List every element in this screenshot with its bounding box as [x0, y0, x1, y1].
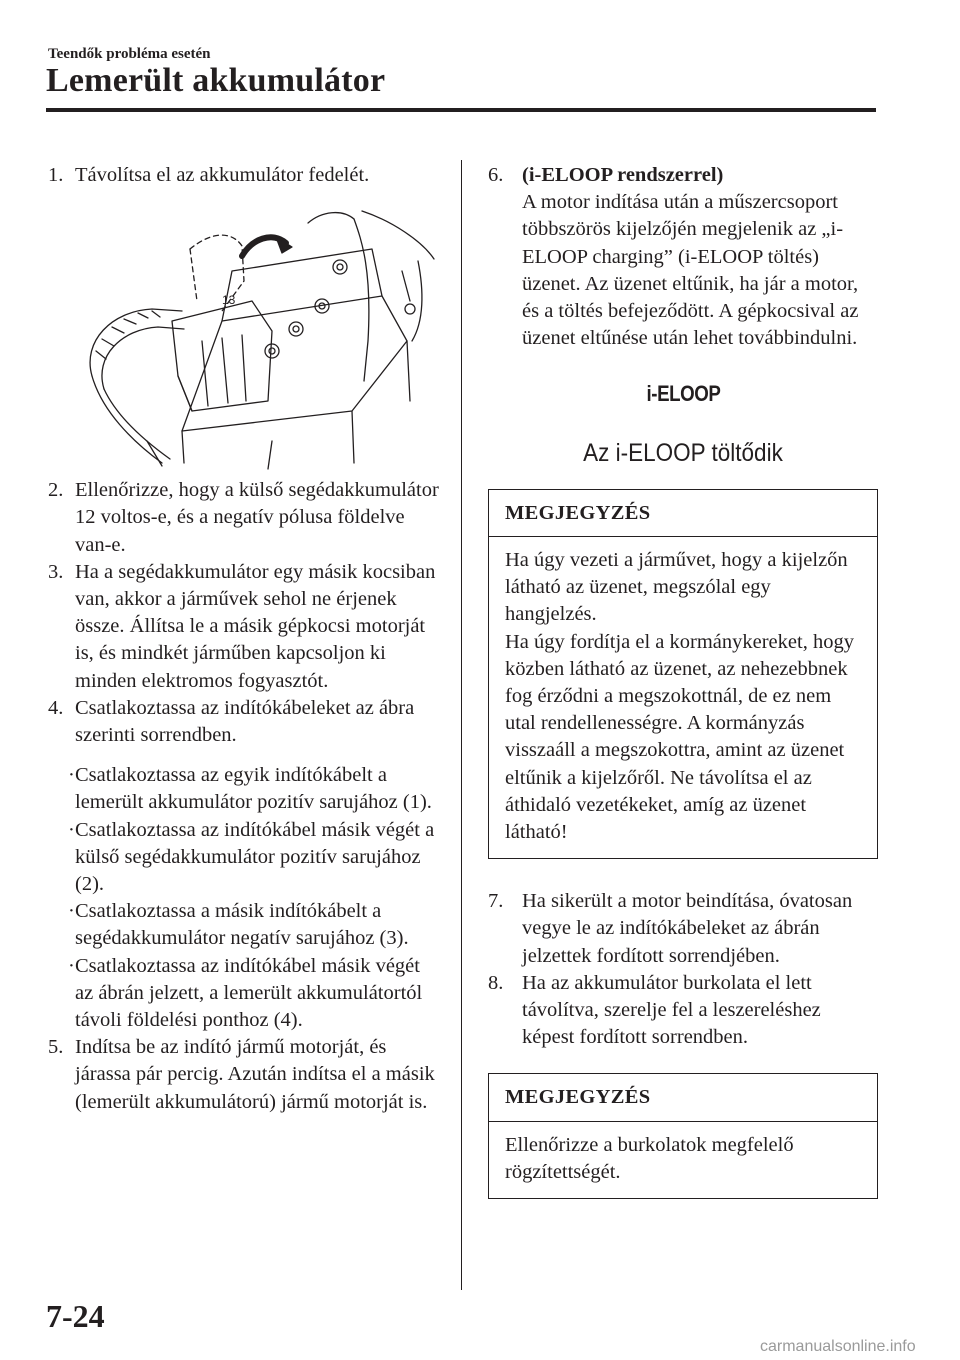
note-heading: MEGJEGYZÉS — [489, 1074, 877, 1121]
step-1 — [48, 162, 443, 189]
eloop-message: Az i-ELOOP töltődik — [583, 438, 783, 467]
step-3 — [48, 559, 443, 695]
eloop-logo: i-ELOOP — [646, 381, 720, 407]
page-title: Lemerült akkumulátor — [46, 62, 386, 99]
column-divider — [461, 160, 462, 1290]
note-box-2 — [488, 1073, 878, 1199]
step-2 — [48, 477, 443, 559]
header-rule — [46, 108, 876, 112]
step-number: 6. — [488, 164, 504, 186]
step-text: Távolítsa el az akkumulátor fedelét. — [75, 164, 370, 186]
step-8 — [488, 970, 878, 1052]
step-text: Ellenőrizze, hogy a külső segédakkumulátor 12 voltos-e, és a negatív pólusa földelve van-e. — [75, 479, 439, 556]
page-number: 7-24 — [46, 1298, 105, 1334]
step-text: Ha a segédakkumulátor egy másik kocsiban van, akkor a járművek sehol ne érjenek össze. Állítsa le a másik gépkocsi motorját is, és mindkét járműben kapcsoljon ki minden elektromos fogyasztót. — [75, 560, 436, 692]
bullet-text: Csatlakoztassa az indítókábel másik végét a külső segédakkumulátor pozitív sarujához (2). — [75, 818, 435, 896]
note-body — [489, 537, 877, 858]
step-title: (i-ELOOP rendszerrel) — [522, 164, 724, 186]
step-5 — [48, 1034, 443, 1116]
bullet-text: Csatlakoztassa a másik indítókábelt a segédakkumulátor negatív sarujához (3). — [75, 900, 409, 950]
step-number: 4. — [48, 696, 64, 719]
step-number: 7. — [488, 890, 504, 913]
right-column — [488, 162, 878, 1199]
step-number: 1. — [48, 164, 64, 186]
figure-label: 13 — [222, 293, 236, 308]
step-number: 3. — [48, 560, 64, 583]
step-text: A motor indítása után a műszercsoport többszörös kijelzőjén megjelenik az „i-ELOOP charging” (i-ELOOP töltés) üzenet. Az üzenet eltűnik, ha jár a motor, és a töltés befejeződött. A gépkocsival az üzenet eltűnése után lehet továbbindulni. — [522, 191, 859, 350]
step-text: Ha sikerült a motor beindítása, óvatosan vegye le az indítókábeleket az ábrán jelzettek fordított sorrendjében. — [522, 890, 853, 967]
step-6 — [488, 162, 878, 352]
step-number: 2. — [48, 479, 64, 502]
step-number: 5. — [48, 1036, 64, 1059]
bullet-dot: · — [68, 954, 75, 977]
note-box-1 — [488, 489, 878, 859]
bullet-dot: · — [68, 818, 75, 841]
step-text: Ha az akkumulátor burkolata el lett távolítva, szerelje fel a leszereléshez képest fordított sorrendben. — [522, 971, 821, 1049]
section-label: Teendők probléma esetén — [48, 46, 211, 62]
step-text: Csatlakoztassa az indítókábeleket az ábra szerinti sorrendben. — [75, 696, 415, 747]
list-item — [48, 817, 443, 899]
bullet-text: Csatlakoztassa az indítókábel másik végét az ábrán jelzett, a lemerült akkumulátortól távoli földelési ponthoz (4). — [75, 954, 423, 1032]
note-body — [489, 1122, 877, 1198]
eloop-display — [488, 380, 878, 466]
step-4 — [48, 695, 443, 749]
list-item — [48, 953, 443, 1035]
battery-cover-illustration — [72, 201, 437, 471]
list-item — [48, 762, 443, 816]
note-paragraph: Ha úgy vezeti a járművet, hogy a kijelzőn látható az üzenet, megszólal egy hangjelzés. — [505, 549, 848, 626]
bullet-text: Csatlakoztassa az egyik indítókábelt a lemerült akkumulátor pozitív sarujához (1). — [75, 764, 432, 814]
note-paragraph: Ha úgy fordítja el a kormánykereket, hogy közben látható az üzenet, az nehezebbnek fog érződni a megszokottnál, de ez nem utal rendellenességre. A kormányzás visszaáll a megszokottra, amint az üzenet eltűnik a kijelzőről. Ne távolítsa el az áthidaló vezetékeket, amíg az üzenet látható! — [505, 630, 854, 844]
list-item — [48, 898, 443, 952]
left-column — [48, 162, 443, 1116]
connection-steps-list — [48, 762, 443, 1034]
site-watermark: carmanualsonline.info — [760, 1338, 916, 1355]
note-paragraph: Ellenőrizze a burkolatok megfelelő rögzítettségét. — [505, 1133, 794, 1183]
step-7 — [488, 888, 878, 970]
step-text: Indítsa be az indító jármű motorját, és járassa pár percig. Azután indítsa el a másik (lemerült akkumulátorú) jármű motorját is. — [75, 1036, 435, 1113]
step-number: 8. — [488, 971, 504, 994]
note-heading: MEGJEGYZÉS — [489, 490, 877, 537]
bullet-dot: · — [68, 900, 75, 923]
bullet-dot: · — [68, 764, 75, 787]
